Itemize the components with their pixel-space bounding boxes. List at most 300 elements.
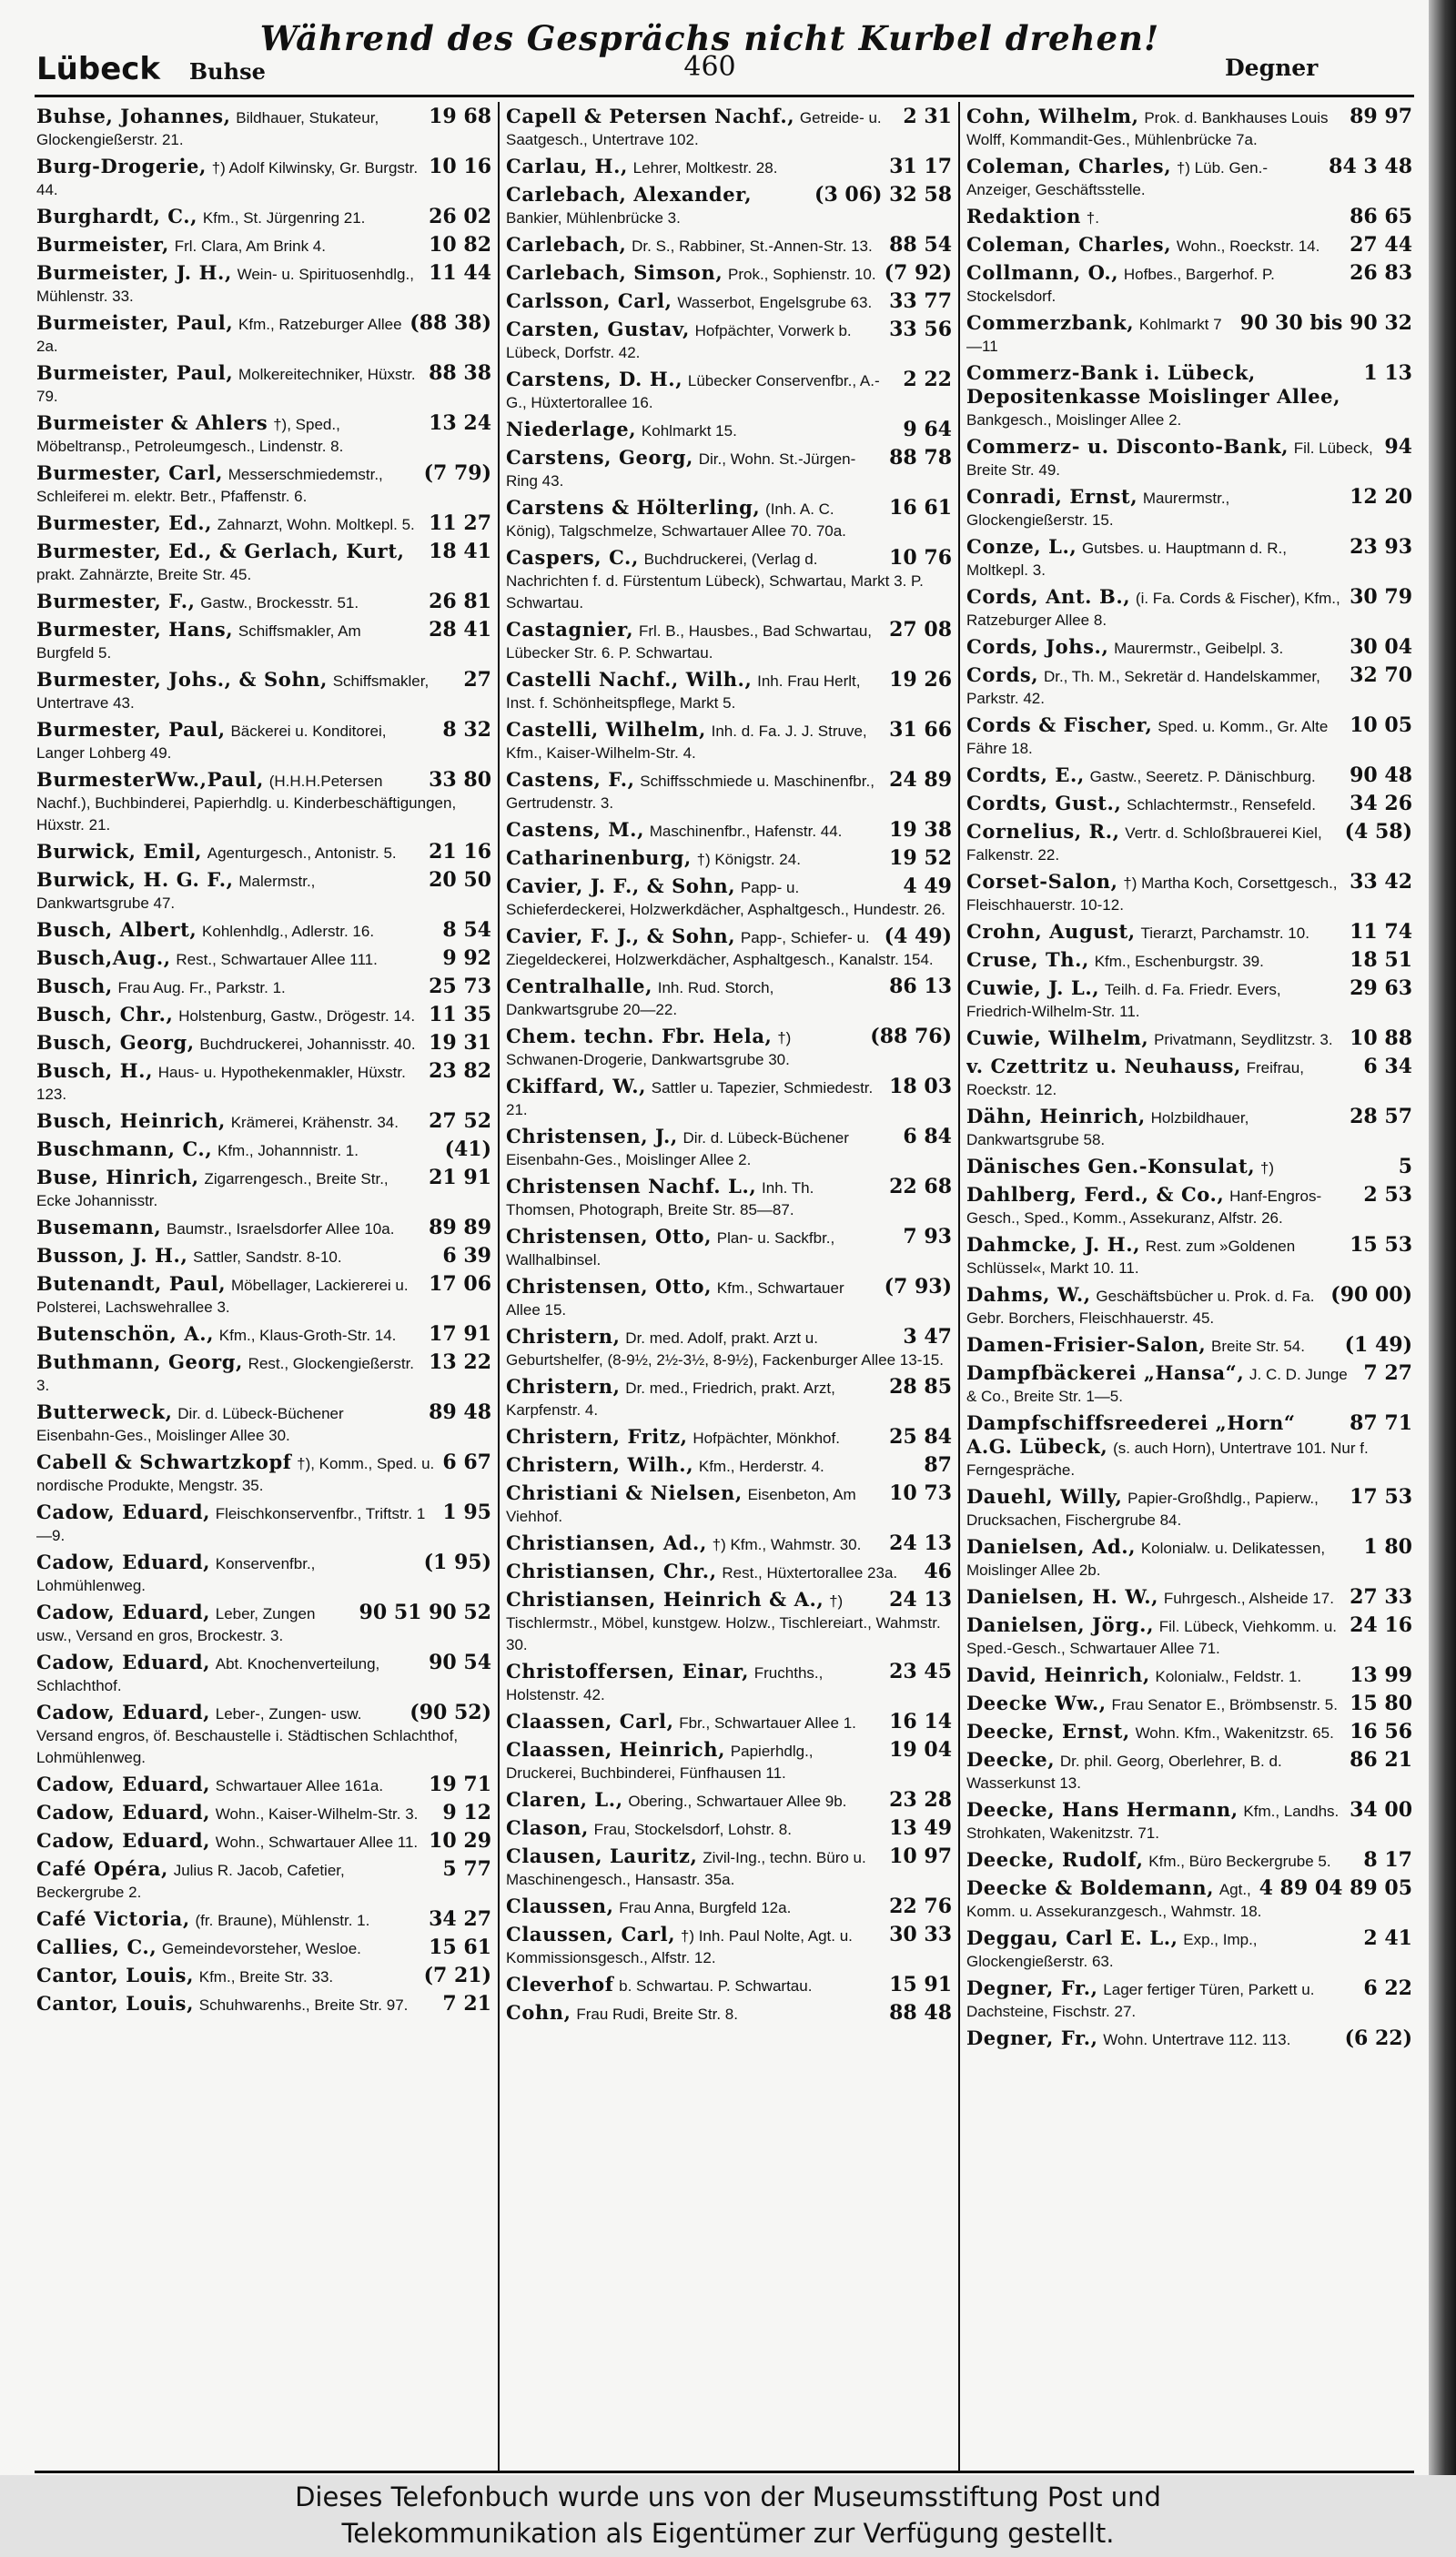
entry-name: Burmester, Johs., & Sohn, bbox=[36, 668, 328, 691]
entry-phone: 10 73 bbox=[889, 1481, 952, 1505]
directory-entry bbox=[966, 262, 1412, 308]
entry-description: Wohn., Roeckstr. 14. bbox=[1176, 238, 1320, 255]
directory-entry bbox=[966, 1284, 1412, 1329]
entry-description: Inh. Frau Herlt, Inst. f. Schönheitspflege, Markt 5. bbox=[506, 672, 861, 712]
entry-description: Plan- u. Sackfbr., Wallhalbinsel. bbox=[506, 1229, 835, 1268]
entry-description: Breite Str. 54. bbox=[1210, 1338, 1305, 1355]
entry-description: Prok., Sophienstr. 10. bbox=[728, 266, 876, 283]
entry-description: Frau Aug. Fr., Parkstr. 1. bbox=[117, 979, 286, 996]
entry-phone: 16 61 bbox=[889, 496, 952, 520]
entry-description: Fuhrgesch., Alsheide 17. bbox=[1163, 1590, 1334, 1607]
directory-entry bbox=[506, 875, 952, 921]
entry-phone: 24 16 bbox=[1350, 1613, 1412, 1637]
entry-phone: 4 49 bbox=[903, 874, 952, 898]
entry-name: Burmester, Paul, bbox=[36, 718, 226, 741]
directory-entry bbox=[36, 1802, 491, 1825]
entry-description: Inh. Rud. Storch, Dankwartsgrube 20—22. bbox=[506, 979, 774, 1018]
entry-description: Eisenbeton, Am Viehhof. bbox=[506, 1486, 856, 1525]
entry-phone: 17 06 bbox=[429, 1272, 491, 1296]
entry-phone: 27 52 bbox=[429, 1109, 491, 1133]
entry-description: Dr. med. Adolf, prakt. Arzt u. Geburtshelfer, (8-9½, 2½-3½, 8-9½), Fackenburger Allee 13-15. bbox=[506, 1329, 944, 1369]
entry-phone: 5 77 bbox=[442, 1857, 491, 1881]
entry-description: Prok. d. Bankhauses Louis Wolff, Kommandit-Ges., Mühlenbrücke 7a. bbox=[966, 109, 1329, 148]
entry-description: Frau Rudi, Breite Str. 8. bbox=[576, 2006, 738, 2023]
entry-name: Cadow, Eduard, bbox=[36, 1501, 211, 1523]
entry-name: Dänisches Gen.-Konsulat, bbox=[966, 1155, 1256, 1177]
entry-phone: 90 54 bbox=[429, 1651, 491, 1674]
directory-entry bbox=[966, 362, 1412, 431]
entry-phone: 26 02 bbox=[429, 205, 491, 228]
entry-description: Fil. Lübeck, Breite Str. 49. bbox=[966, 440, 1373, 479]
directory-entry bbox=[506, 1176, 952, 1221]
entry-phone: 17 91 bbox=[429, 1322, 491, 1346]
entry-name: Castelli, Wilhelm, bbox=[506, 718, 706, 741]
entry-description: Baumstr., Israelsdorfer Allee 10a. bbox=[167, 1220, 395, 1238]
entry-description: Kohlmarkt 7—11 bbox=[966, 316, 1222, 355]
entry-phone: 11 44 bbox=[429, 261, 491, 285]
entry-phone: 34 26 bbox=[1350, 792, 1412, 815]
entry-name: Cantor, Louis, bbox=[36, 1992, 195, 2015]
directory-entry bbox=[506, 1661, 952, 1706]
directory-entry bbox=[36, 1830, 491, 1854]
directory-entry bbox=[506, 106, 952, 151]
entry-description: Papier-Großhdlg., Papierw., Drucksachen, Fischergrube 84. bbox=[966, 1490, 1319, 1529]
entry-name: Cadow, Eduard, bbox=[36, 1829, 211, 1852]
entry-description: Bäckerei u. Konditorei, Langer Lohberg 49. bbox=[36, 723, 387, 762]
directory-entry bbox=[36, 1774, 491, 1797]
entry-phone: 90 51 90 52 bbox=[359, 1601, 491, 1624]
entry-phone: 20 50 bbox=[429, 868, 491, 892]
entry-name: Burmeister, Paul, bbox=[36, 311, 234, 334]
directory-entry bbox=[966, 106, 1412, 151]
directory-entry bbox=[506, 1974, 952, 1997]
entry-name: Deecke, Rudolf, bbox=[966, 1848, 1144, 1871]
entry-name: Claren, L., bbox=[506, 1788, 623, 1811]
directory-entry bbox=[506, 262, 952, 286]
entry-name: Christensen, Otto, bbox=[506, 1225, 713, 1248]
entry-description: Inh. Th. Thomsen, Photograph, Breite Str. 85—87. bbox=[506, 1179, 814, 1218]
entry-name: Burwick, Emil, bbox=[36, 840, 202, 863]
entry-name: Deecke, bbox=[966, 1748, 1056, 1771]
footer-notice bbox=[0, 2475, 1456, 2557]
entry-description: Abt. Knochenverteilung, Schlachthof. bbox=[36, 1655, 380, 1694]
directory-entry bbox=[36, 541, 491, 586]
entry-description: Frau, Stockelsdorf, Lohstr. 8. bbox=[593, 1821, 792, 1838]
entry-name: Dampfschiffsreederei „Horn“ A.G. Lübeck, bbox=[966, 1411, 1296, 1458]
directory-entry bbox=[506, 1561, 952, 1584]
entry-name: David, Heinrich, bbox=[966, 1663, 1150, 1686]
directory-entry bbox=[966, 871, 1412, 916]
entry-name: Burmeister, bbox=[36, 233, 169, 256]
entry-phone: 22 76 bbox=[889, 1895, 952, 1918]
entry-name: Deecke & Boldemann, bbox=[966, 1876, 1215, 1899]
directory-entry bbox=[506, 819, 952, 843]
entry-phone: 90 30 bis 90 32 bbox=[1239, 311, 1412, 335]
entry-name: Deggau, Carl E. L., bbox=[966, 1926, 1178, 1949]
entry-phone: 8 32 bbox=[442, 718, 491, 742]
entry-description: Schiffsmakler, Untertrave 43. bbox=[36, 672, 430, 712]
entry-phone: 89 89 bbox=[429, 1216, 491, 1239]
entry-description: Maurermstr., Glockengießerstr. 15. bbox=[966, 490, 1230, 529]
entry-phone: 7 93 bbox=[903, 1225, 952, 1248]
directory-entry bbox=[36, 1245, 491, 1268]
directory-entry bbox=[506, 447, 952, 492]
entry-name: Clausen, Lauritz, bbox=[506, 1844, 698, 1867]
entry-name: Butterweck, bbox=[36, 1400, 173, 1423]
entry-description: †) Schwanen-Drogerie, Dankwartsgrube 30. bbox=[506, 1029, 792, 1068]
entry-description: Hanf-Engros-Gesch., Sped., Komm., Assekuranz, Alfstr. 26. bbox=[966, 1188, 1322, 1227]
directory-entry bbox=[506, 1126, 952, 1171]
directory-entry bbox=[966, 714, 1412, 760]
entry-description: Exp., Imp., Glockengießerstr. 63. bbox=[966, 1931, 1258, 1970]
entry-phone: 11 35 bbox=[429, 1003, 491, 1026]
entry-description: Kfm., Herderstr. 4. bbox=[698, 1458, 824, 1475]
directory-entry bbox=[966, 949, 1412, 973]
entry-name: Christensen, Otto, bbox=[506, 1275, 713, 1298]
entry-description: Teilh. d. Fa. Friedr. Evers, Friedrich-Wilhelm-Str. 11. bbox=[966, 981, 1281, 1020]
entry-name: Cleverhof bbox=[506, 1973, 614, 1996]
directory-entry bbox=[506, 669, 952, 714]
entry-name: Collmann, O., bbox=[966, 261, 1119, 284]
directory-entry bbox=[36, 1501, 491, 1547]
entry-name: Cordts, E., bbox=[966, 763, 1085, 786]
entry-phone: 28 85 bbox=[889, 1375, 952, 1399]
entry-description: (Inh. A. C. König), Talgschmelze, Schwartauer Allee 70. 70a. bbox=[506, 500, 846, 540]
entry-description: Frau Anna, Burgfeld 12a. bbox=[619, 1899, 792, 1916]
entry-phone: 10 76 bbox=[889, 546, 952, 570]
entry-name: Cruse, Th., bbox=[966, 948, 1089, 971]
entry-name: Claassen, Heinrich, bbox=[506, 1738, 726, 1761]
entry-phone: 32 70 bbox=[1350, 663, 1412, 687]
directory-entry bbox=[36, 206, 491, 229]
entry-name: Cadow, Eduard, bbox=[36, 1601, 211, 1623]
entry-phone: 15 91 bbox=[889, 1973, 952, 1996]
column-divider bbox=[958, 102, 960, 2473]
entry-description: Rest. zum »Goldenen Schlüssel«, Markt 10. 11. bbox=[966, 1238, 1296, 1277]
entry-phone: 11 74 bbox=[1350, 920, 1412, 944]
entry-phone: 33 80 bbox=[429, 768, 491, 792]
entry-phone: 13 24 bbox=[429, 411, 491, 435]
directory-entry bbox=[966, 1721, 1412, 1744]
entry-name: Cohn, Wilhelm, bbox=[966, 106, 1139, 127]
entry-description: Fleischkonservenfbr., Triftstr. 1—9. bbox=[36, 1505, 426, 1544]
entry-name: Christern, Fritz, bbox=[506, 1425, 688, 1448]
entry-description: Inh. d. Fa. J. J. Struve, Kfm., Kaiser-Wilhelm-Str. 4. bbox=[506, 723, 867, 762]
entry-description: Privatmann, Seydlitzstr. 3. bbox=[1154, 1031, 1333, 1048]
directory-entry bbox=[966, 1486, 1412, 1531]
entry-phone: 6 67 bbox=[442, 1450, 491, 1474]
entry-description: Papp- u. Schieferdeckerei, Holzwerkdächer, Asphaltgesch., Hundestr. 26. bbox=[506, 879, 945, 918]
entry-name: Burmester, Ed., bbox=[36, 511, 213, 534]
entry-name: Christensen, J., bbox=[506, 1125, 678, 1147]
entry-phone: (88 38) bbox=[410, 311, 491, 335]
entry-phone: 12 20 bbox=[1350, 485, 1412, 509]
entry-description: Leber, Zungen usw., Versand en gros, Brockestr. 3. bbox=[36, 1605, 316, 1644]
directory-entry bbox=[966, 1106, 1412, 1151]
directory-entry bbox=[36, 869, 491, 915]
entry-description: Maurermstr., Geibelpl. 3. bbox=[1114, 640, 1284, 657]
directory-entry bbox=[36, 1138, 491, 1162]
entry-phone: 22 68 bbox=[889, 1175, 952, 1198]
entry-name: Busch, bbox=[36, 975, 113, 997]
entry-name: Commerz- u. Disconto-Bank, bbox=[966, 435, 1289, 458]
entry-name: Dähn, Heinrich, bbox=[966, 1105, 1146, 1127]
directory-entry bbox=[966, 234, 1412, 258]
entry-name: Burmeister, J. H., bbox=[36, 261, 232, 284]
entry-name: Claassen, Carl, bbox=[506, 1710, 674, 1733]
entry-phone: 10 97 bbox=[889, 1844, 952, 1868]
entry-name: Christiansen, Ad., bbox=[506, 1531, 707, 1554]
entry-name: Claussen, Carl, bbox=[506, 1923, 676, 1946]
directory-entry bbox=[506, 497, 952, 542]
entry-name: Busch, Georg, bbox=[36, 1031, 195, 1054]
entry-phone: 15 61 bbox=[429, 1935, 491, 1959]
entry-name: Danielsen, Jörg., bbox=[966, 1613, 1154, 1636]
entry-description: Fil. Lübeck, Viehkomm. u. Sped.-Gesch., Schwartauer Allee 71. bbox=[966, 1618, 1338, 1657]
directory-entry bbox=[506, 318, 952, 364]
directory-entry bbox=[506, 184, 952, 229]
directory-entry bbox=[36, 1401, 491, 1447]
entry-name: Carlebach, Alexander, bbox=[506, 183, 753, 206]
entry-phone: 30 79 bbox=[1350, 585, 1412, 609]
entry-phone: 13 22 bbox=[429, 1350, 491, 1374]
entry-phone: 24 13 bbox=[889, 1588, 952, 1612]
directory-entry bbox=[506, 1845, 952, 1891]
entry-name: Burg-Drogerie, bbox=[36, 155, 207, 177]
entry-phone: 90 48 bbox=[1350, 763, 1412, 787]
entry-name: Busemann, bbox=[36, 1216, 162, 1238]
entry-phone: 31 66 bbox=[889, 718, 952, 742]
entry-phone: 18 51 bbox=[1350, 948, 1412, 972]
entry-phone: (6 22) bbox=[1344, 2026, 1412, 2050]
entry-phone: 21 16 bbox=[429, 840, 491, 864]
entry-description: Buchdruckerei, (Verlag d. Nachrichten f. d. Fürstentum Lübeck), Schwartau, Markt 3. P. Schwartau. bbox=[506, 551, 924, 611]
directory-entry bbox=[966, 1362, 1412, 1408]
directory-entry bbox=[506, 847, 952, 871]
entry-name: Carsten, Gustav, bbox=[506, 318, 690, 340]
entry-name: Conradi, Ernst, bbox=[966, 485, 1138, 508]
entry-phone: 25 73 bbox=[429, 975, 491, 998]
entry-phone: (88 76) bbox=[870, 1025, 952, 1048]
scanned-page-edge bbox=[1429, 0, 1456, 2475]
entry-name: Cords, Johs., bbox=[966, 635, 1109, 658]
entry-name: Dahms, W., bbox=[966, 1283, 1091, 1306]
entry-description: J. C. D. Junge & Co., Breite Str. 1—5. bbox=[966, 1366, 1348, 1405]
entry-phone: 1 95 bbox=[442, 1501, 491, 1524]
entry-phone: 27 33 bbox=[1350, 1585, 1412, 1609]
entry-description: Wohn. Kfm., Wakenitzstr. 65. bbox=[1135, 1724, 1334, 1742]
entry-description: (fr. Braune), Mühlenstr. 1. bbox=[195, 1912, 370, 1929]
entry-name: Busson, J. H., bbox=[36, 1244, 188, 1267]
entry-description: †) Lüb. Gen.-Anzeiger, Geschäftsstelle. bbox=[966, 159, 1269, 198]
entry-description: †), Sped., Möbeltransp., Petroleumgesch., Lindenstr. 8. bbox=[36, 416, 344, 455]
entry-name: Christiansen, Heinrich & A., bbox=[506, 1588, 824, 1611]
entry-phone: 29 63 bbox=[1350, 976, 1412, 1000]
entry-name: Dauehl, Willy, bbox=[966, 1485, 1123, 1508]
directory-entry bbox=[506, 975, 952, 1021]
entry-phone: 24 13 bbox=[889, 1531, 952, 1555]
directory-entry bbox=[506, 1895, 952, 1919]
entry-description: Schuhwarenhs., Breite Str. 97. bbox=[198, 1996, 409, 2014]
directory-entry bbox=[506, 2002, 952, 2026]
directory-entry bbox=[506, 1789, 952, 1813]
entry-name: Christiansen, Chr., bbox=[506, 1560, 717, 1582]
entry-name: Burmeister & Ahlers bbox=[36, 411, 268, 434]
directory-entry bbox=[966, 1234, 1412, 1279]
directory-entry bbox=[36, 462, 491, 508]
directory-entry bbox=[966, 1877, 1412, 1923]
directory-entry bbox=[966, 2027, 1412, 2051]
entry-description: Wohn., Kaiser-Wilhelm-Str. 3. bbox=[215, 1805, 419, 1823]
entry-phone: 46 bbox=[924, 1560, 952, 1583]
directory-entry bbox=[506, 1076, 952, 1121]
entry-description: Holstenburg, Gastw., Drögestr. 14. bbox=[178, 1007, 416, 1025]
directory-entry bbox=[506, 156, 952, 179]
directory-entry bbox=[36, 1004, 491, 1027]
entry-phone: 87 71 bbox=[1350, 1411, 1412, 1435]
entry-name: Crohn, August, bbox=[966, 920, 1136, 943]
entry-description: Frl. Clara, Am Brink 4. bbox=[174, 238, 326, 255]
entry-phone: 30 33 bbox=[889, 1923, 952, 1946]
entry-description: (H.H.H.Petersen Nachf.), Buchbinderei, Papierhdlg. u. Kinderbeschäftigungen, Hüxstr. 21. bbox=[36, 773, 457, 834]
entry-name: Cords & Fischer, bbox=[966, 713, 1153, 736]
entry-phone: 16 56 bbox=[1350, 1720, 1412, 1743]
entry-name: Buschmann, C., bbox=[36, 1137, 213, 1160]
entry-name: Catharinenburg, bbox=[506, 846, 692, 869]
entry-description: Gemeindevorsteher, Wesloe. bbox=[161, 1940, 361, 1957]
entry-description: Kolonialw. u. Delikatessen, Moislinger Allee 2b. bbox=[966, 1540, 1326, 1579]
entry-name: Deecke Ww., bbox=[966, 1692, 1107, 1714]
footer-rule bbox=[35, 2471, 1414, 2473]
entry-phone: 26 81 bbox=[429, 590, 491, 613]
entry-phone: 10 88 bbox=[1350, 1026, 1412, 1050]
entry-description: Bankier, Mühlenbrücke 3. bbox=[506, 209, 681, 227]
entry-phone: 19 52 bbox=[889, 846, 952, 870]
entry-name: Buthmann, Georg, bbox=[36, 1350, 243, 1373]
entry-description: Dr. med., Friedrich, prakt. Arzt, Karpfenstr. 4. bbox=[506, 1380, 835, 1419]
entry-name: Conze, L., bbox=[966, 535, 1077, 558]
entry-name: Buse, Hinrich, bbox=[36, 1166, 199, 1188]
entry-phone: 19 26 bbox=[889, 668, 952, 692]
entry-description: Dr. S., Rabbiner, St.-Annen-Str. 13. bbox=[632, 238, 873, 255]
directory-entry bbox=[966, 156, 1412, 201]
entry-phone: 34 27 bbox=[429, 1907, 491, 1931]
entry-description: Frau Senator E., Brömbsenstr. 5. bbox=[1111, 1696, 1338, 1713]
entry-name: Castens, M., bbox=[506, 818, 644, 841]
entry-description: Gutsbes. u. Hauptmann d. R., Moltkepl. 3. bbox=[966, 540, 1287, 579]
entry-phone: 8 54 bbox=[442, 918, 491, 942]
directory-entry bbox=[966, 1664, 1412, 1688]
entry-name: Buhse, Johannes, bbox=[36, 106, 231, 127]
entry-name: Busch, Heinrich, bbox=[36, 1109, 226, 1132]
entry-name: Burmester, Carl, bbox=[36, 461, 223, 484]
directory-entry bbox=[506, 1376, 952, 1421]
entry-name: BurmesterWw.,Paul, bbox=[36, 768, 264, 791]
directory-entry bbox=[36, 1217, 491, 1240]
entry-phone: (7 93) bbox=[884, 1275, 952, 1299]
entry-name: Clason, bbox=[506, 1816, 589, 1839]
entry-name: Café Opéra, bbox=[36, 1857, 168, 1880]
directory-entry bbox=[36, 1351, 491, 1397]
directory-entry bbox=[506, 1454, 952, 1478]
directory-entry bbox=[966, 1056, 1412, 1101]
entry-phone: 18 41 bbox=[429, 540, 491, 563]
entry-description: Papierhdlg., Druckerei, Buchbinderei, Fünfhausen 11. bbox=[506, 1743, 814, 1782]
entry-name: Cavier, J. F., & Sohn, bbox=[506, 874, 736, 897]
entry-phone: (4 58) bbox=[1344, 820, 1412, 844]
entry-description: Vertr. d. Schloßbrauerei Kiel, Falkenstr. 22. bbox=[966, 824, 1322, 864]
directory-entry bbox=[36, 1323, 491, 1347]
entry-description: Hofpächter, Mönkhof. bbox=[693, 1430, 840, 1447]
directory-entry bbox=[36, 1936, 491, 1960]
entry-description: Maschinenfbr., Hafenstr. 44. bbox=[649, 823, 843, 840]
directory-entry bbox=[36, 1167, 491, 1212]
entry-name: Danielsen, H. W., bbox=[966, 1585, 1159, 1608]
entry-name: Christiani & Nielsen, bbox=[506, 1481, 743, 1504]
entry-phone: 33 56 bbox=[889, 318, 952, 341]
directory-entry bbox=[36, 234, 491, 258]
directory-entry bbox=[966, 1156, 1412, 1179]
entry-name: Busch, Albert, bbox=[36, 918, 197, 941]
directory-entry bbox=[966, 636, 1412, 660]
entry-name: Degner, Fr., bbox=[966, 2026, 1098, 2049]
entry-name: Deecke, Hans Hermann, bbox=[966, 1798, 1239, 1821]
page-number: 460 bbox=[683, 51, 736, 83]
entry-description: Hofpächter, Vorwerk b. Lübeck, Dorfstr. 42. bbox=[506, 322, 852, 361]
entry-phone: 24 89 bbox=[889, 768, 952, 792]
entry-description: Kfm., Büro Beckergrube 5. bbox=[1148, 1853, 1331, 1870]
entry-description: Sattler u. Tapezier, Schmiedestr. 21. bbox=[506, 1079, 874, 1118]
entry-name: Burmester, Hans, bbox=[36, 618, 234, 641]
entry-phone: 28 57 bbox=[1350, 1105, 1412, 1128]
entry-name: v. Czettritz u. Neuhauss, bbox=[966, 1055, 1241, 1077]
entry-name: Castelli Nachf., Wilh., bbox=[506, 668, 753, 691]
entry-description: Dir., Wohn. St.-Jürgen-Ring 43. bbox=[506, 450, 856, 490]
entry-name: Coleman, Charles, bbox=[966, 233, 1172, 256]
entry-name: Cadow, Eduard, bbox=[36, 1773, 211, 1795]
entry-phone: 34 00 bbox=[1350, 1798, 1412, 1822]
entry-description: prakt. Zahnärzte, Breite Str. 45. bbox=[36, 566, 252, 583]
directory-entry bbox=[36, 1273, 491, 1319]
entry-phone: 94 bbox=[1384, 435, 1412, 459]
directory-entry bbox=[36, 1551, 491, 1597]
entry-phone: 2 22 bbox=[903, 368, 952, 391]
entry-phone: 87 bbox=[924, 1453, 952, 1477]
entry-description: Dr. phil. Georg, Oberlehrer, B. d. Wasserkunst 13. bbox=[966, 1753, 1282, 1792]
entry-name: Cadow, Eduard, bbox=[36, 1801, 211, 1824]
entry-description: Papp-, Schiefer- u. Ziegeldeckerei, Holzwerkdächer, Asphaltgesch., Kanalstr. 154. bbox=[506, 929, 934, 968]
entries-column-3 bbox=[966, 106, 1412, 2471]
entry-phone: 89 97 bbox=[1350, 106, 1412, 128]
entry-name: Claussen, bbox=[506, 1895, 614, 1917]
entry-description: Malermstr., Dankwartsgrube 47. bbox=[36, 873, 316, 912]
entry-description: Holzbildhauer, Dankwartsgrube 58. bbox=[966, 1109, 1249, 1148]
directory-entry bbox=[36, 919, 491, 943]
directory-entry bbox=[36, 1908, 491, 1932]
directory-entry bbox=[966, 764, 1412, 788]
entry-name: Cadow, Eduard, bbox=[36, 1551, 211, 1573]
entry-name: Carstens, D. H., bbox=[506, 368, 683, 390]
entry-phone: 9 64 bbox=[903, 418, 952, 441]
entry-description: †) Kfm., Wahmstr. 30. bbox=[712, 1536, 862, 1553]
entry-phone: 23 93 bbox=[1350, 535, 1412, 559]
entry-description: Geschäftsbücher u. Prok. d. Fa. Gebr. Borchers, Fleischhauerstr. 45. bbox=[966, 1288, 1315, 1327]
directory-entry bbox=[966, 1536, 1412, 1582]
directory-entry bbox=[36, 1965, 491, 1988]
entry-phone: 13 49 bbox=[889, 1816, 952, 1840]
entry-description: Rest., Hüxtertorallee 23a. bbox=[722, 1564, 898, 1582]
directory-entry bbox=[506, 1739, 952, 1784]
